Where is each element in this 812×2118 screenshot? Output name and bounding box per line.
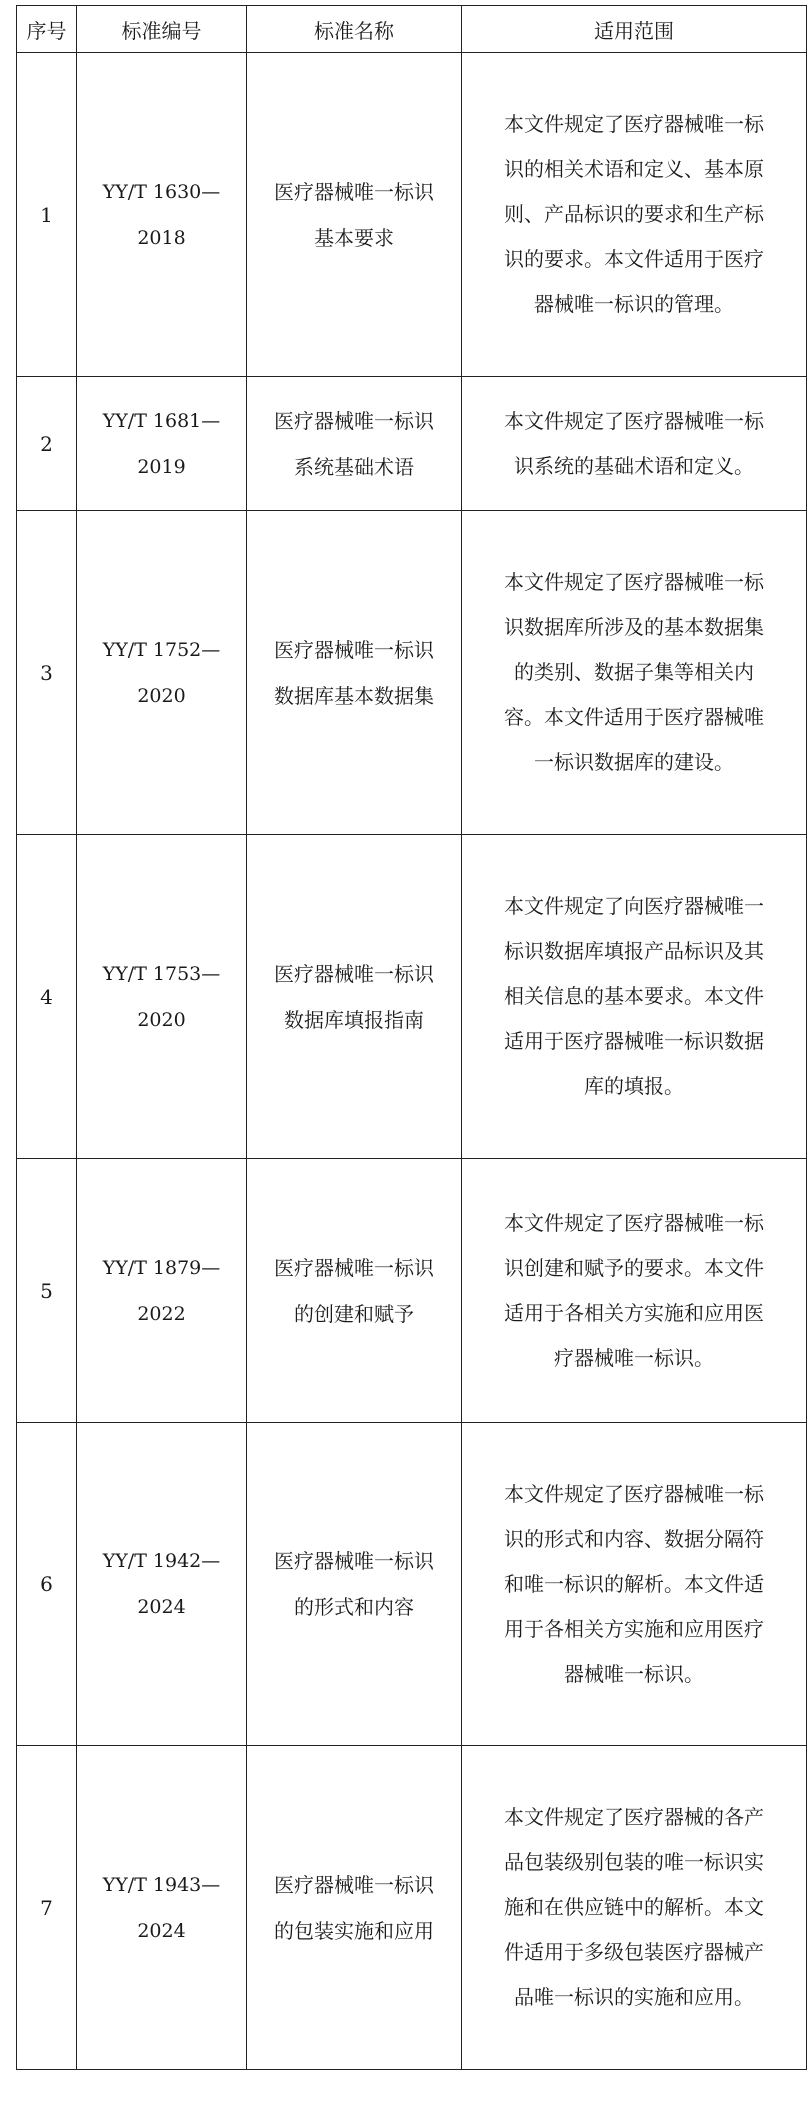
table-row xyxy=(17,1423,807,1746)
row-number: 3 xyxy=(17,511,77,835)
scope-text: 本文件规定了医疗器械的各产 品包装级别包装的唯一标识实 施和在供应链中的解析。本文 件适用于多级包装医疗器械产 品唯一标识的实施和应用。 xyxy=(462,1746,807,2070)
header-scope: 适用范围 xyxy=(462,6,807,53)
standard-code: YY/T 1630— 2018 xyxy=(77,53,247,377)
row-number: 1 xyxy=(17,53,77,377)
row-number: 5 xyxy=(17,1159,77,1423)
header-name: 标准名称 xyxy=(247,6,462,53)
standard-name: 医疗器械唯一标识 的形式和内容 xyxy=(247,1423,462,1746)
row-number: 6 xyxy=(17,1423,77,1746)
scope-text: 本文件规定了医疗器械唯一标 识的相关术语和定义、基本原 则、产品标识的要求和生产标 识的要求。本文件适用于医疗 器械唯一标识的管理。 xyxy=(462,53,807,377)
header-no: 序号 xyxy=(17,6,77,53)
standard-code: YY/T 1879— 2022 xyxy=(77,1159,247,1423)
standard-code: YY/T 1943— 2024 xyxy=(77,1746,247,2070)
standard-code: YY/T 1752— 2020 xyxy=(77,511,247,835)
table-row xyxy=(17,53,807,377)
row-number: 4 xyxy=(17,835,77,1159)
table-row xyxy=(17,1746,807,2070)
scope-text: 本文件规定了向医疗器械唯一 标识数据库填报产品标识及其 相关信息的基本要求。本文件 适用于医疗器械唯一标识数据 库的填报。 xyxy=(462,835,807,1159)
row-number: 7 xyxy=(17,1746,77,2070)
standard-code: YY/T 1753— 2020 xyxy=(77,835,247,1159)
scope-text: 本文件规定了医疗器械唯一标 识数据库所涉及的基本数据集 的类别、数据子集等相关内 容。本文件适用于医疗器械唯 一标识数据库的建设。 xyxy=(462,511,807,835)
table-row xyxy=(17,1159,807,1423)
header-row xyxy=(17,6,807,53)
standard-name: 医疗器械唯一标识 的包装实施和应用 xyxy=(247,1746,462,2070)
standards-table xyxy=(16,5,807,2070)
scope-text: 本文件规定了医疗器械唯一标 识系统的基础术语和定义。 xyxy=(462,377,807,511)
table-row xyxy=(17,835,807,1159)
standard-name: 医疗器械唯一标识 数据库基本数据集 xyxy=(247,511,462,835)
header-code: 标准编号 xyxy=(77,6,247,53)
standard-name: 医疗器械唯一标识 数据库填报指南 xyxy=(247,835,462,1159)
row-number: 2 xyxy=(17,377,77,511)
standard-name: 医疗器械唯一标识 系统基础术语 xyxy=(247,377,462,511)
table-row xyxy=(17,511,807,835)
table-row xyxy=(17,377,807,511)
standard-code: YY/T 1942— 2024 xyxy=(77,1423,247,1746)
scope-text: 本文件规定了医疗器械唯一标 识的形式和内容、数据分隔符 和唯一标识的解析。本文件适 用于各相关方实施和应用医疗 器械唯一标识。 xyxy=(462,1423,807,1746)
standard-code: YY/T 1681— 2019 xyxy=(77,377,247,511)
standard-name: 医疗器械唯一标识 的创建和赋予 xyxy=(247,1159,462,1423)
standard-name: 医疗器械唯一标识 基本要求 xyxy=(247,53,462,377)
scope-text: 本文件规定了医疗器械唯一标 识创建和赋予的要求。本文件 适用于各相关方实施和应用医 疗器械唯一标识。 xyxy=(462,1159,807,1423)
